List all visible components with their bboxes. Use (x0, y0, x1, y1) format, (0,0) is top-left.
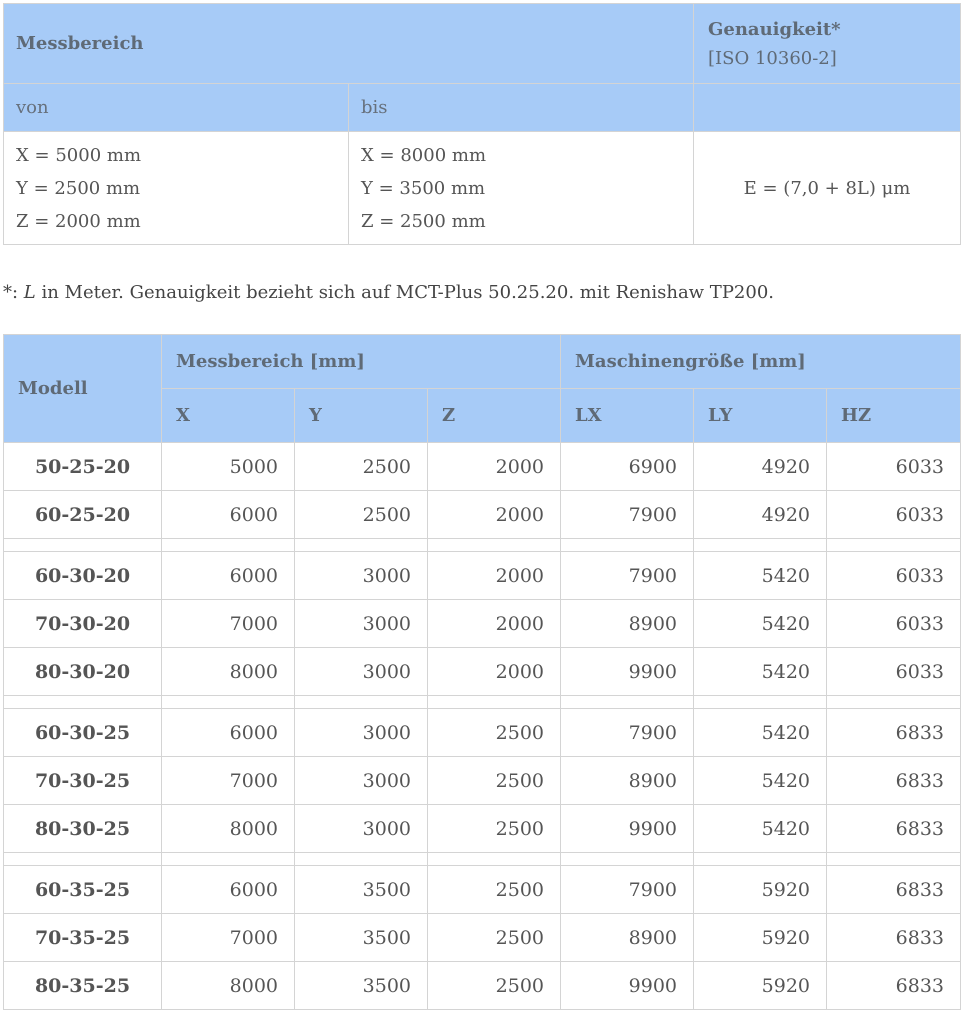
value-cell: 6833 (827, 757, 961, 805)
value-cell: 2500 (428, 914, 561, 962)
spacer-cell (561, 696, 694, 709)
col-empty (694, 84, 961, 132)
value-cell: 2000 (428, 491, 561, 539)
value-cell: 3000 (295, 709, 428, 757)
value-cell: 3500 (295, 914, 428, 962)
spacer-cell (4, 853, 162, 866)
spacer-cell (428, 853, 561, 866)
spacer-cell (561, 539, 694, 552)
model-cell: 80-35-25 (4, 962, 162, 1010)
value-cell: 5420 (694, 805, 827, 853)
header-accuracy (694, 4, 961, 84)
value-cell: 5420 (694, 552, 827, 600)
value-cell: 2000 (428, 443, 561, 491)
value-cell: 8000 (162, 648, 295, 696)
col-z: Z (428, 389, 561, 443)
spacer-cell (295, 853, 428, 866)
to-z: Z = 2500 mm (361, 210, 486, 232)
spacer-cell (428, 696, 561, 709)
spacer-cell (827, 539, 961, 552)
spacer-cell (694, 853, 827, 866)
value-cell: 7900 (561, 866, 694, 914)
group-spacer-row (4, 853, 961, 866)
table-row (4, 648, 961, 696)
value-cell: 2500 (428, 757, 561, 805)
value-cell: 7000 (162, 600, 295, 648)
spacer-cell (561, 853, 694, 866)
value-cell: 2500 (295, 443, 428, 491)
value-cell: 6833 (827, 866, 961, 914)
value-cell: 2500 (428, 962, 561, 1010)
col-y: Y (295, 389, 428, 443)
model-cell: 60-35-25 (4, 866, 162, 914)
model-cell: 80-30-25 (4, 805, 162, 853)
spacer-cell (162, 696, 295, 709)
value-cell: 8900 (561, 914, 694, 962)
value-cell: 6900 (561, 443, 694, 491)
value-cell: 6033 (827, 443, 961, 491)
header-accuracy-standard: [ISO 10360-2] (708, 47, 837, 69)
value-cell: 7900 (561, 491, 694, 539)
value-cell: 8000 (162, 962, 295, 1010)
group-spacer-row (4, 696, 961, 709)
spacer-cell (162, 539, 295, 552)
value-cell: 6000 (162, 709, 295, 757)
value-cell: 8000 (162, 805, 295, 853)
spacer-cell (162, 853, 295, 866)
model-cell: 60-30-25 (4, 709, 162, 757)
value-cell: 6033 (827, 600, 961, 648)
value-cell: 3000 (295, 757, 428, 805)
header-model: Modell (4, 335, 162, 443)
value-cell: 5920 (694, 866, 827, 914)
value-cell: 2500 (428, 805, 561, 853)
col-x: X (162, 389, 295, 443)
value-cell: 7000 (162, 914, 295, 962)
spacer-cell (4, 539, 162, 552)
value-cell: 3000 (295, 648, 428, 696)
value-cell: 2500 (428, 709, 561, 757)
col-ly: LY (694, 389, 827, 443)
value-cell: 5420 (694, 709, 827, 757)
col-to: bis (349, 84, 694, 132)
table-row (4, 491, 961, 539)
from-y: Y = 2500 mm (16, 177, 141, 199)
header-range: Messbereich [mm] (162, 335, 561, 389)
value-cell: 4920 (694, 491, 827, 539)
spacer-cell (827, 853, 961, 866)
value-cell: 6033 (827, 552, 961, 600)
model-cell: 70-30-25 (4, 757, 162, 805)
value-cell: 7900 (561, 709, 694, 757)
range-from (4, 132, 349, 245)
model-cell: 60-30-20 (4, 552, 162, 600)
table-row (4, 866, 961, 914)
value-cell: 3000 (295, 805, 428, 853)
from-z: Z = 2000 mm (16, 210, 141, 232)
value-cell: 8900 (561, 757, 694, 805)
value-cell: 6000 (162, 491, 295, 539)
value-cell: 9900 (561, 648, 694, 696)
group-spacer-row (4, 539, 961, 552)
value-cell: 6000 (162, 552, 295, 600)
value-cell: 3000 (295, 600, 428, 648)
value-cell: 3500 (295, 866, 428, 914)
table-row (4, 552, 961, 600)
value-cell: 5420 (694, 648, 827, 696)
value-cell: 6833 (827, 962, 961, 1010)
footnote-variable: L (23, 282, 36, 303)
value-cell: 2000 (428, 600, 561, 648)
accuracy-value: E = (7,0 + 8L) μm (694, 132, 961, 245)
range-to (349, 132, 694, 245)
value-cell: 6000 (162, 866, 295, 914)
value-cell: 5920 (694, 962, 827, 1010)
spacer-cell (694, 696, 827, 709)
value-cell: 6033 (827, 648, 961, 696)
footnote-text: in Meter. Genauigkeit bezieht sich auf MCT-Plus 50.25.20. mit Renishaw TP200. (35, 282, 775, 303)
value-cell: 7000 (162, 757, 295, 805)
value-cell: 6833 (827, 709, 961, 757)
col-from: von (4, 84, 349, 132)
table-row (4, 443, 961, 491)
spacer-cell (295, 539, 428, 552)
value-cell: 3000 (295, 552, 428, 600)
to-y: Y = 3500 mm (361, 177, 486, 199)
model-cell: 50-25-20 (4, 443, 162, 491)
value-cell: 9900 (561, 962, 694, 1010)
spacer-cell (428, 539, 561, 552)
value-cell: 9900 (561, 805, 694, 853)
model-cell: 70-30-20 (4, 600, 162, 648)
value-cell: 5420 (694, 600, 827, 648)
model-table-body (4, 443, 961, 1010)
value-cell: 6833 (827, 914, 961, 962)
header-measuring-range: Messbereich (4, 4, 694, 84)
value-cell: 7900 (561, 552, 694, 600)
col-lx: LX (561, 389, 694, 443)
model-cell: 60-25-20 (4, 491, 162, 539)
accuracy-spec-table (3, 3, 961, 245)
spacer-cell (295, 696, 428, 709)
table-row (4, 757, 961, 805)
spacer-cell (4, 696, 162, 709)
table-row (4, 600, 961, 648)
value-cell: 5000 (162, 443, 295, 491)
model-table (3, 334, 961, 1010)
table-row (4, 709, 961, 757)
spacer-cell (827, 696, 961, 709)
header-accuracy-title: Genauigkeit* (708, 18, 841, 40)
model-cell: 80-30-20 (4, 648, 162, 696)
from-x: X = 5000 mm (16, 144, 142, 166)
value-cell: 5920 (694, 914, 827, 962)
value-cell: 3500 (295, 962, 428, 1010)
value-cell: 2500 (428, 866, 561, 914)
value-cell: 2000 (428, 648, 561, 696)
value-cell: 2000 (428, 552, 561, 600)
table-row (4, 805, 961, 853)
value-cell: 2500 (295, 491, 428, 539)
table-row (4, 962, 961, 1010)
header-machine-size: Maschinengröße [mm] (561, 335, 961, 389)
value-cell: 6033 (827, 491, 961, 539)
footnote (3, 282, 774, 303)
value-cell: 6833 (827, 805, 961, 853)
value-cell: 5420 (694, 757, 827, 805)
model-cell: 70-35-25 (4, 914, 162, 962)
table-row (4, 914, 961, 962)
spacer-cell (694, 539, 827, 552)
value-cell: 4920 (694, 443, 827, 491)
col-hz: HZ (827, 389, 961, 443)
value-cell: 8900 (561, 600, 694, 648)
to-x: X = 8000 mm (361, 144, 487, 166)
footnote-prefix: *: (3, 282, 24, 303)
